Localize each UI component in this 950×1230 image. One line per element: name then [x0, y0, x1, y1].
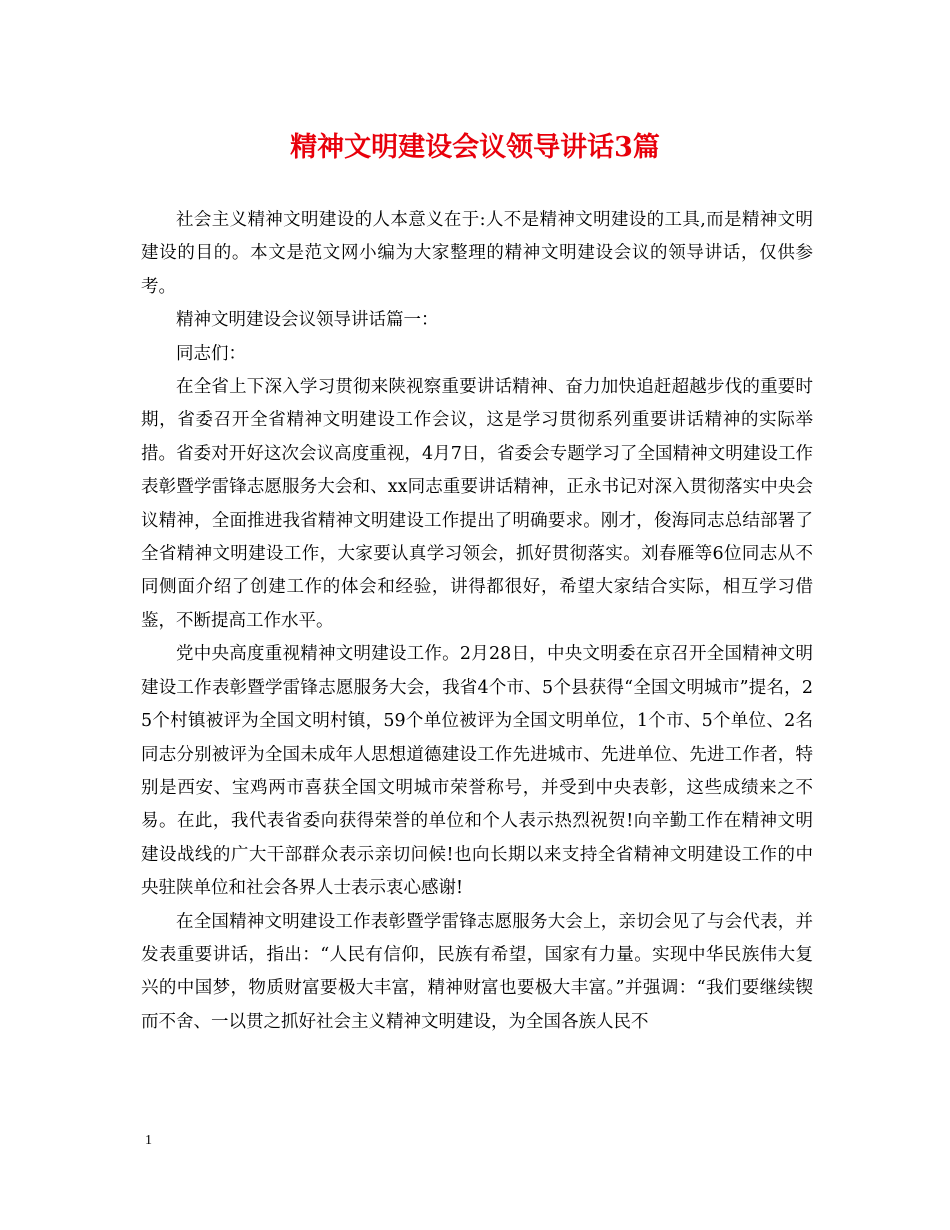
document-title: 精神文明建设会议领导讲话3篇 [290, 132, 660, 163]
paragraph-salutation: 同志们： [176, 343, 246, 364]
document-body [141, 204, 813, 1039]
paragraph-intro: 社会主义精神文明建设的人本意义在于:人不是精神文明建设的工具,而是精神文明建设的目的。本文是范文网小编为大家整理的精神文明建设会议的领导讲话，仅供参考。 [141, 210, 813, 297]
paragraph-section-heading: 精神文明建设会议领导讲话篇一： [176, 310, 439, 331]
page-number: 1 [145, 1133, 152, 1148]
paragraph-body-2: 党中央高度重视精神文明建设工作。2月28日，中央文明委在京召开全国精神文明建设工作表彰暨学雷锋志愿服务大会，我省4个市、5个县获得“全国文明城市”提名，25个村镇被评为全国文明村镇，59个单位被评为全国文明单位，1个市、5个单位、2名同志分别被评为全国未成年人思想道德建设工作先进城市、先进单位、先进工作者，特别是西安、宝鸡两市喜获全国文明城市荣誉称号，并受到中央表彰，这些成绩来之不易。在此，我代表省委向获得荣誉的单位和个人表示热烈祝贺!向辛勤工作在精神文明建设战线的广大干部群众表示亲切问候!也向长期以来支持全省精神文明建设工作的中央驻陕单位和社会各界人士表示衷心感谢! [141, 644, 813, 899]
paragraph-body-1: 在全省上下深入学习贯彻来陕视察重要讲话精神、奋力加快追赶超越步伐的重要时期，省委召开全省精神文明建设工作会议，这是学习贯彻系列重要讲话精神的实际举措。省委对开好这次会议高度重视，4月7日，省委会专题学习了全国精神文明建设工作表彰暨学雷锋志愿服务大会和、xx同志重要讲话精神，正永书记对深入贯彻落实中央会议精神，全面推进我省精神文明建设工作提出了明确要求。刚才，俊海同志总结部署了全省精神文明建设工作，大家要认真学习领会，抓好贯彻落实。刘春雁等6位同志从不同侧面介绍了创建工作的体会和经验，讲得都很好，希望大家结合实际，相互学习借鉴，不断提高工作水平。 [141, 377, 813, 631]
paragraph-body-3: 在全国精神文明建设工作表彰暨学雷锋志愿服务大会上，亲切会见了与会代表，并发表重要讲话，指出：“人民有信仰，民族有希望，国家有力量。实现中华民族伟大复兴的中国梦，物质财富要极大丰富，精神财富也要极大丰富。”并强调：“我们要继续锲而不舍、一以贯之抓好社会主义精神文明建设，为全国各族人民不 [141, 911, 813, 1032]
